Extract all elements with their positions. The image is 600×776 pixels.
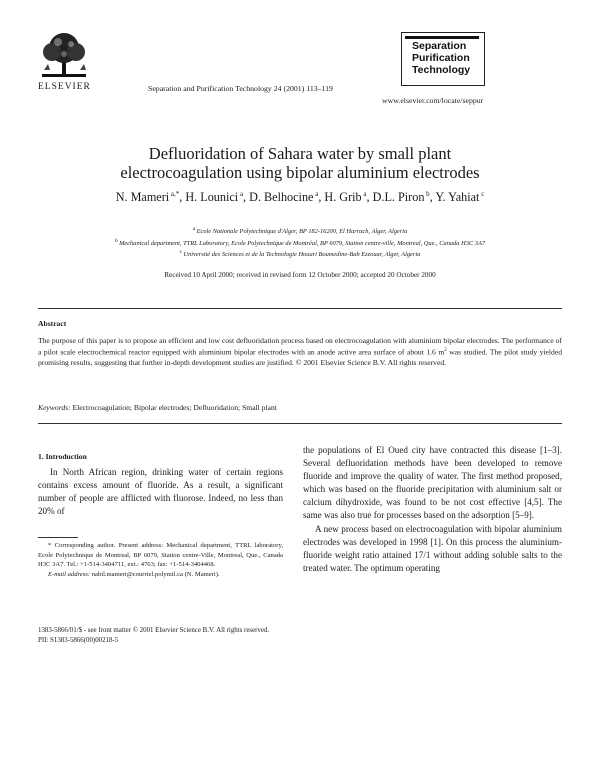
footnote-email-label: E-mail address: [48, 571, 91, 579]
journal-citation: Separation and Purification Technology 24 (2001) 113–119 [148, 84, 333, 93]
affiliation-mark: c [179, 249, 184, 256]
abstract-unit-superscript: 2 [444, 348, 447, 354]
article-title-line1: Defluoridation of Sahara water by small plant [148, 144, 452, 163]
author-name: N. Mameri [115, 190, 170, 205]
abstract-text-part1: The purpose of this paper is to propose an efficient and low cost defluoridation process based on electrocoagulation with aluminium bipolar electrodes. The performance of a pilot scale electrochemical reactor equipped with aluminium bipolar electrodes with an anode active area surface of about 1.6 m [38, 336, 562, 357]
footnote [38, 541, 283, 580]
author-affiliation-mark: a [361, 190, 367, 198]
author [249, 190, 318, 204]
section-heading-introduction: 1. Introduction [38, 452, 87, 461]
journal-logo-line2: Purification [412, 52, 470, 64]
keywords-list: Electrocoagulation; Bipolar electrodes; Defluoridation; Small plant [72, 403, 277, 412]
abstract-bottom-rule [38, 423, 562, 424]
issn-line: 1383-5866/01/$ - see front matter © 2001 Elsevier Science B.V. All rights reserved. [38, 627, 270, 634]
author-affiliation-mark: b [424, 190, 430, 198]
affiliation [30, 237, 570, 249]
author [116, 190, 180, 204]
author [435, 190, 484, 204]
footnote-email-address[interactable]: nabil.mameri@courriel.polymtl.ca (N. Mameri). [91, 571, 220, 579]
author-affiliation-mark: a [238, 190, 244, 198]
affiliation-text: Mechanical department, TTRL Laboratory, Ecole Polytechnique de Montréal, BP 6079, Station centre-ville, Montreal, Que., Canada H3C 3A7 [119, 239, 486, 247]
intro-paragraph-1: the populations of El Oued city have contracted this disease [1–3]. Several defluoridation methods have been developed to remove fluoride and improve the quality of water. The first method proposed, which was based on the fluoride precipitation with aluminium salt or calcium dihydroxide, was found to be not cost effective [4,5]. The same was also true for processes based on the adsorption [5–9]. [303, 445, 562, 521]
footnote-rule [38, 537, 78, 538]
article-title-line2: electrocoagulation using bipolar aluminium electrodes [120, 163, 480, 182]
keywords-label: Keywords: [38, 403, 71, 412]
author-affiliation-mark: a,* [169, 190, 180, 198]
issn-block [38, 626, 269, 646]
author-name: H. Grib [324, 190, 362, 205]
journal-logo-line3: Technology [412, 64, 471, 76]
abstract-heading: Abstract [38, 319, 67, 328]
author-affiliation-mark: a [313, 190, 319, 198]
author-list: N. Mameri $^{a,*}$, H. Lounici $^a$, D. Belhocine $^a$, H. Grib $^a$, D.L. Piron $^b$, Y. Yahiat $^c$ [115, 190, 485, 205]
footnote-corresponding-author: * Corresponding author. Present address: Mechanical department, TTRL laboratory, Ecole Polytechnique de Montreal, BP 6079, Station centre-Ville, Montreal, Que., Canada H3C 3A7. Tel.: +1-514-3404711, ext.: 4763; fax: +1-514-3404468. [38, 542, 283, 569]
article-title [40, 144, 560, 182]
author-affiliation-mark: c [479, 190, 485, 198]
intro-column-right [303, 444, 562, 575]
abstract-text [38, 336, 562, 368]
author [324, 190, 366, 204]
elsevier-tree-logo [38, 30, 90, 80]
journal-logo-bar [405, 36, 479, 39]
author-name: D.L. Piron [372, 190, 425, 205]
affiliation [30, 248, 570, 260]
keywords [38, 403, 562, 412]
author [185, 190, 243, 204]
abstract-text-part2: was studied. The pilot study yielded promising results, suggesting that further in-depth development studies are justified. © 2001 Elsevier Science B.V. All rights reserved. [38, 347, 562, 368]
affiliation-list [30, 225, 570, 260]
affiliation-mark: a [192, 226, 197, 232]
intro-paragraph-2: A new process based on electrocoagulation with bipolar aluminium electrodes was developed in 1998 [1]. On this process the aluminium-fluoride weight ratio attained 17/1 without adding soluble salts to the treated water. The optimum operating [303, 523, 562, 573]
author-name: Y. Yahiat [435, 190, 480, 205]
author [373, 190, 430, 204]
journal-logo [401, 32, 485, 86]
author-name: D. Belhocine [249, 190, 314, 205]
publisher-name: ELSEVIER [38, 82, 91, 92]
abstract-top-rule [38, 308, 562, 309]
journal-logo-line1: Separation [412, 40, 467, 52]
affiliation-mark: b [114, 237, 120, 244]
author-name: H. Lounici [185, 190, 239, 205]
footnote-email [38, 570, 283, 580]
affiliation-text: Université des Sciences et de la Technologie Houari Boumedine-Bab Ezzouar, Alger, Algeria [183, 251, 421, 259]
pii-line: PII: S1383-5866(00)00218-5 [38, 636, 119, 644]
journal-url[interactable]: www.elsevier.com/locate/seppur [382, 96, 484, 105]
affiliation [30, 225, 570, 237]
intro-column-left: In North African region, drinking water of certain regions contains excess amount of fluoride. As a result, a significant number of people are afflicted with fluorose. Indeed, no less than 20% of [38, 467, 283, 517]
article-dates: Received 10 April 2000; received in revised form 12 October 2000; accepted 20 October 2000 [164, 271, 436, 279]
affiliation-text: Ecole Nationale Polytechnique d'Alger, BP 182-16200, El Harrach, Alger, Algeria [196, 228, 408, 236]
